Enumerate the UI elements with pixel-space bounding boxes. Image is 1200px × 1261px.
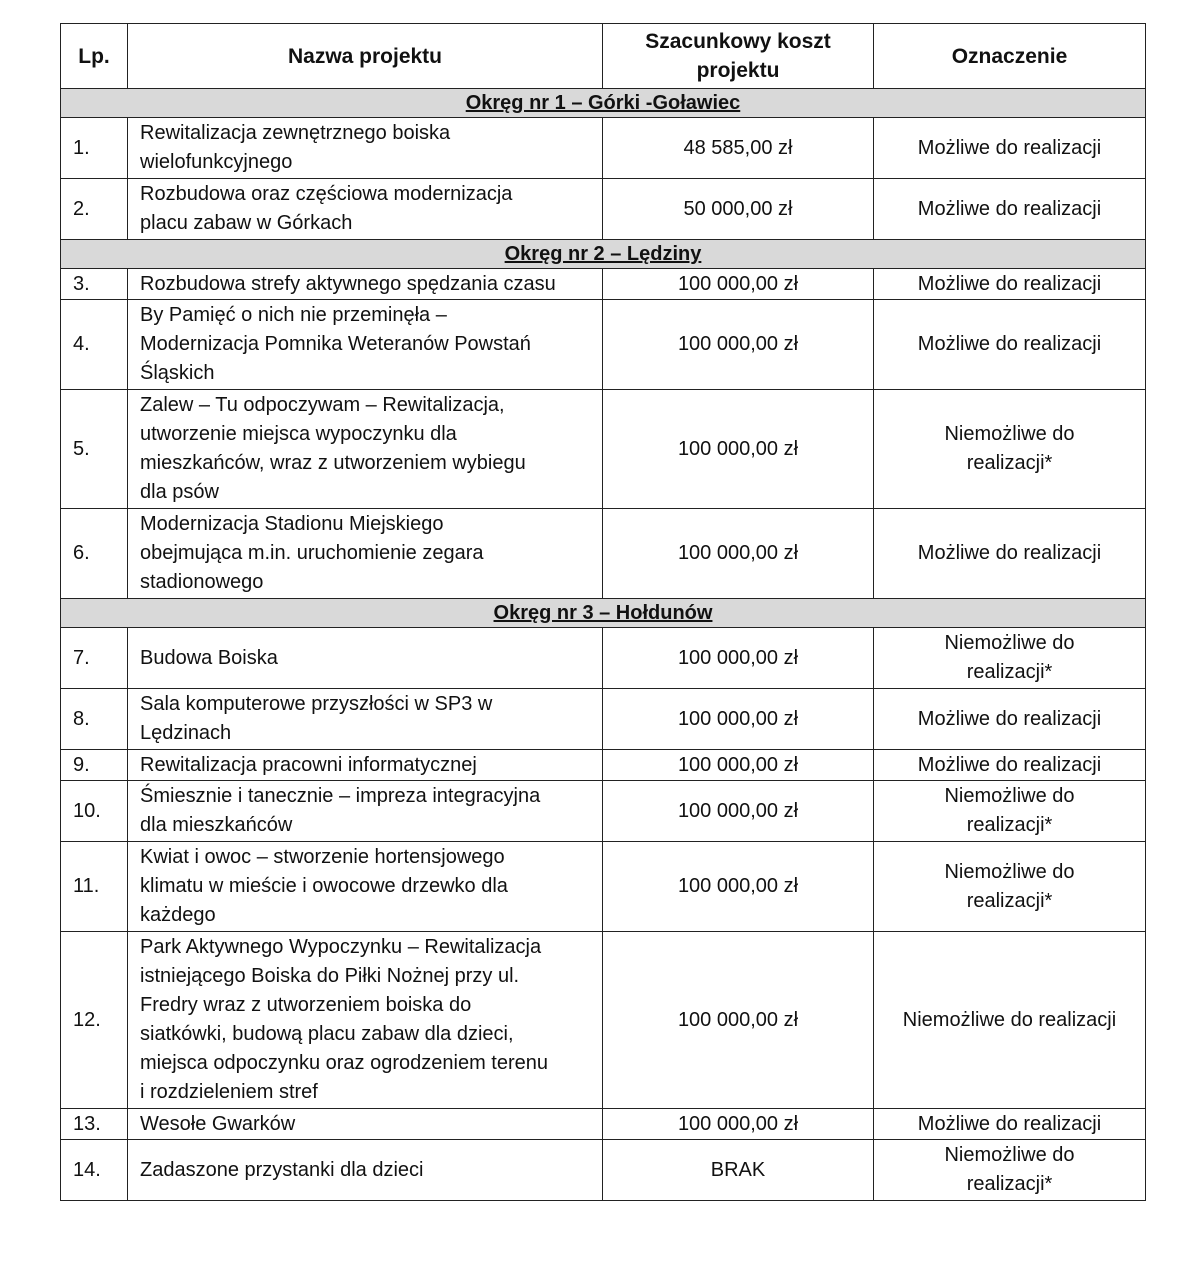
line: siatkówki, budową placu zabaw dla dzieci, — [140, 1023, 514, 1045]
line: Możliwe do realizacji — [917, 542, 1102, 564]
section-title: Okręg nr 2 – Lędziny — [61, 240, 1146, 269]
project-name — [128, 1140, 603, 1201]
line: Niemożliwe do — [944, 1144, 1075, 1166]
header-mark: Oznaczenie — [874, 24, 1146, 89]
line: Możliwe do realizacji — [917, 753, 1102, 776]
row-number: 12. — [61, 932, 128, 1109]
project-cost: BRAK — [603, 1140, 874, 1201]
line: Fredry wraz z utworzeniem boiska do — [140, 994, 472, 1016]
line: Śląskich — [140, 362, 215, 384]
project-name — [128, 750, 603, 781]
project-cost: 100 000,00 zł — [603, 932, 874, 1109]
project-status — [874, 689, 1146, 750]
row-number: 3. — [61, 269, 128, 300]
table-row — [61, 118, 1146, 179]
line: realizacji* — [966, 452, 1053, 474]
project-cost: 100 000,00 zł — [603, 689, 874, 750]
line: Możliwe do realizacji — [917, 136, 1102, 159]
project-name — [128, 118, 603, 179]
line: Niemożliwe do — [944, 423, 1075, 445]
line: każdego — [140, 904, 216, 926]
line: placu zabaw w Górkach — [140, 212, 353, 234]
section-header-row — [61, 240, 1146, 269]
section-title: Okręg nr 3 – Hołdunów — [61, 599, 1146, 628]
project-name — [128, 390, 603, 509]
project-status — [874, 269, 1146, 300]
line: Rozbudowa oraz częściowa modernizacja — [140, 183, 513, 205]
project-cost: 48 585,00 zł — [603, 118, 874, 179]
section-title: Okręg nr 1 – Górki -Goławiec — [61, 89, 1146, 118]
line: stadionowego — [140, 571, 264, 593]
table-row — [61, 750, 1146, 781]
project-status — [874, 1109, 1146, 1140]
line: Zadaszone przystanki dla dzieci — [140, 1158, 424, 1181]
line: miejsca odpoczynku oraz ogrodzeniem terenu — [140, 1052, 548, 1074]
project-cost: 100 000,00 zł — [603, 781, 874, 842]
line: Możliwe do realizacji — [917, 197, 1102, 220]
table-row — [61, 781, 1146, 842]
project-name — [128, 842, 603, 932]
table-row — [61, 179, 1146, 240]
line: klimatu w mieście i owocowe drzewko dla — [140, 875, 508, 897]
row-number: 5. — [61, 390, 128, 509]
section-header-row — [61, 89, 1146, 118]
project-name — [128, 689, 603, 750]
project-name — [128, 1109, 603, 1140]
project-status — [874, 932, 1146, 1109]
line: Możliwe do realizacji — [917, 333, 1102, 355]
project-cost: 100 000,00 zł — [603, 269, 874, 300]
line: Zalew – Tu odpoczywam – Rewitalizacja, — [140, 394, 505, 416]
project-cost: 50 000,00 zł — [603, 179, 874, 240]
line: Modernizacja Stadionu Miejskiego — [140, 513, 444, 535]
line: Możliwe do realizacji — [917, 272, 1102, 295]
line: Kwiat i owoc – stworzenie hortensjowego — [140, 846, 505, 868]
line: realizacji* — [966, 1173, 1053, 1195]
line: Możliwe do realizacji — [917, 1112, 1102, 1135]
line: dla mieszkańców — [140, 814, 293, 836]
table-row — [61, 1109, 1146, 1140]
line: realizacji* — [966, 661, 1053, 683]
header-name: Nazwa projektu — [128, 24, 603, 89]
line: By Pamięć o nich nie przeminęła – — [140, 304, 447, 326]
table-row — [61, 390, 1146, 509]
line: Wesołe Gwarków — [140, 1112, 296, 1135]
line: Modernizacja Pomnika Weteranów Powstań — [140, 333, 531, 355]
line: wielofunkcyjnego — [140, 151, 293, 173]
row-number: 7. — [61, 628, 128, 689]
line: Niemożliwe do realizacji — [902, 1008, 1117, 1031]
row-number: 1. — [61, 118, 128, 179]
project-status — [874, 781, 1146, 842]
table-row — [61, 300, 1146, 390]
line: obejmująca m.in. uruchomienie zegara — [140, 542, 484, 564]
project-status — [874, 628, 1146, 689]
project-name — [128, 781, 603, 842]
header-lp: Lp. — [61, 24, 128, 89]
table-row — [61, 628, 1146, 689]
header-cost-line2: projektu — [696, 59, 780, 82]
header-cost-line1: Szacunkowy koszt — [645, 30, 831, 53]
line: Niemożliwe do — [944, 860, 1075, 883]
line: Niemożliwe do — [944, 632, 1075, 654]
table-row — [61, 1140, 1146, 1201]
header-cost — [603, 24, 874, 89]
project-name — [128, 628, 603, 689]
row-number: 4. — [61, 300, 128, 390]
table-row — [61, 509, 1146, 599]
project-status — [874, 390, 1146, 509]
project-cost: 100 000,00 zł — [603, 509, 874, 599]
line: Rewitalizacja zewnętrznego boiska — [140, 122, 451, 144]
line: Możliwe do realizacji — [917, 707, 1102, 730]
project-cost: 100 000,00 zł — [603, 842, 874, 932]
line: Niemożliwe do — [944, 785, 1075, 807]
project-status — [874, 509, 1146, 599]
line: Sala komputerowe przyszłości w SP3 w — [140, 693, 493, 715]
row-number: 13. — [61, 1109, 128, 1140]
project-name — [128, 269, 603, 300]
line: Budowa Boiska — [140, 646, 278, 669]
line: mieszkańców, wraz z utworzeniem wybiegu — [140, 452, 526, 474]
row-number: 14. — [61, 1140, 128, 1201]
row-number: 9. — [61, 750, 128, 781]
row-number: 10. — [61, 781, 128, 842]
line: i rozdzieleniem stref — [140, 1081, 318, 1103]
line: Śmiesznie i tanecznie – impreza integracyjna — [140, 785, 541, 807]
line: Rewitalizacja pracowni informatycznej — [140, 753, 477, 776]
line: realizacji* — [966, 814, 1053, 836]
project-status — [874, 179, 1146, 240]
line: dla psów — [140, 481, 219, 503]
project-status — [874, 300, 1146, 390]
table-row — [61, 689, 1146, 750]
row-number: 8. — [61, 689, 128, 750]
table-row — [61, 269, 1146, 300]
project-status — [874, 118, 1146, 179]
line: Rozbudowa strefy aktywnego spędzania czasu — [140, 272, 556, 295]
section-header-row — [61, 599, 1146, 628]
project-status — [874, 842, 1146, 932]
line: utworzenie miejsca wypoczynku dla — [140, 423, 457, 445]
row-number: 11. — [61, 842, 128, 932]
project-name — [128, 509, 603, 599]
line: Lędzinach — [140, 722, 232, 744]
project-name — [128, 179, 603, 240]
project-status — [874, 750, 1146, 781]
project-cost: 100 000,00 zł — [603, 750, 874, 781]
project-cost: 100 000,00 zł — [603, 300, 874, 390]
projects-table — [60, 23, 1146, 1201]
project-cost: 100 000,00 zł — [603, 390, 874, 509]
row-number: 2. — [61, 179, 128, 240]
project-status — [874, 1140, 1146, 1201]
project-name — [128, 300, 603, 390]
row-number: 6. — [61, 509, 128, 599]
line: realizacji* — [966, 889, 1053, 912]
project-cost: 100 000,00 zł — [603, 628, 874, 689]
table-row — [61, 932, 1146, 1109]
project-name — [128, 932, 603, 1109]
line: Park Aktywnego Wypoczynku – Rewitalizacja — [140, 936, 542, 958]
table-body — [61, 89, 1146, 1201]
line: istniejącego Boiska do Piłki Nożnej przy ul. — [140, 965, 520, 987]
project-cost: 100 000,00 zł — [603, 1109, 874, 1140]
table-row — [61, 842, 1146, 932]
header-row — [61, 24, 1146, 89]
